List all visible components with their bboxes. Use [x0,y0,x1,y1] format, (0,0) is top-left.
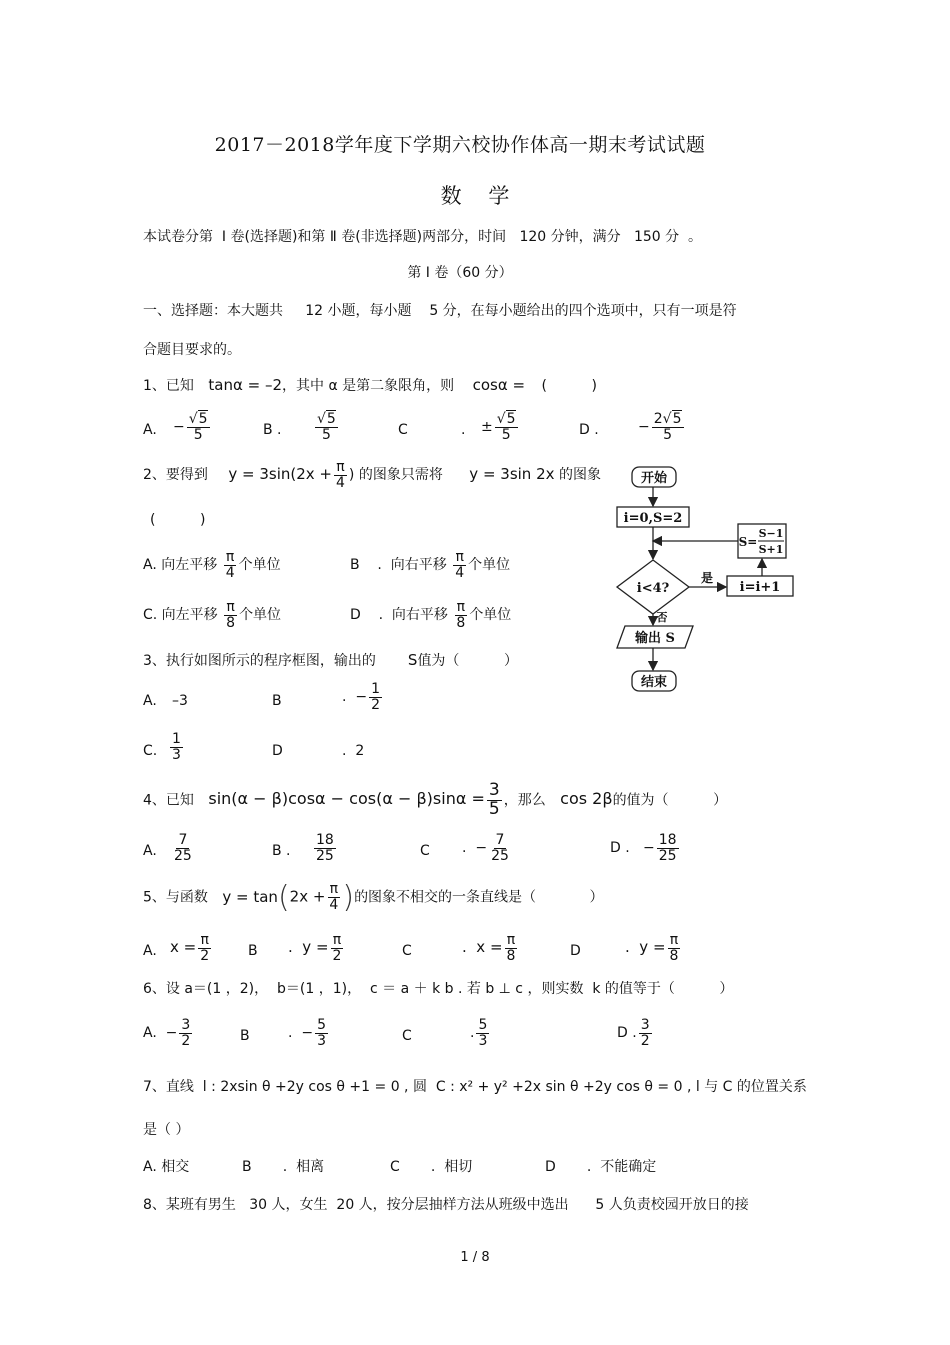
q5-option-c: C [402,943,412,959]
page-title: 2017－2018学年度下学期六校协作体高一期末考试试题 [214,134,706,156]
q2-option-b: B . 向右平移 $\frac{\pi}{4}$ 个单位 [350,549,511,581]
question-2 [143,460,601,490]
q1-math2: cosα = [472,376,526,394]
program-flowchart [605,458,805,698]
q4-option-a: A. [143,843,157,859]
q2-stem-b: ) 的图象只需将 [348,467,443,484]
q3-d-value: . 2 [342,743,365,759]
q1-options [143,410,703,454]
q2-stem-a: 2、要得到 [143,467,208,484]
section-instruction-2: 合题目要求的。 [143,342,241,358]
page-number: 1 / 8 [460,1250,490,1265]
flowchart-condition: i<4? [636,581,670,596]
question-6: 6、设 a＝(1 ，2)， b＝(1 ，1)， c ＝ a ＋ k b . 若 b ⊥ c ，则实数 k 的值等于（ ） [143,981,734,997]
q7-option-b: B . 相离 [242,1159,325,1175]
q1-option-d: D . [579,422,599,438]
q2-answer-paren: ( ) [150,512,206,528]
q5-c-value: . x = $\frac{\pi}{8}$ [462,932,516,964]
question-7-cont: 是（ ） [143,1122,190,1138]
q4-option-d: D . − $\frac{18}{25}$ [610,832,677,864]
q6-option-b: B [240,1028,250,1044]
q6-b-value: . − $\frac{5}{3}$ [288,1017,327,1049]
question-5: 5、与函数 y = tan(2x + $\frac{\pi}{4}$ )的图象不相交的一条直线是（ ） [143,880,604,915]
q5-option-b: B [248,943,258,959]
q4-a-value: $\frac{7}{25}$ [174,832,192,864]
q6-option-c: C [402,1028,412,1044]
flowchart-s-num: S−1 [758,527,784,540]
question-3: 3、执行如图所示的程序框图，输出的 S值为（ ） [143,651,518,669]
section-instruction-1: 一、选择题：本大题共 12 小题，每小题 5 分，在每小题给出的四个选项中，只有一项是符 [143,303,737,319]
q3-option-a: A. [143,693,157,709]
q2-stem-c: 的图象 [558,467,601,484]
q1-b-value: √ $\frac{5}{5}$ [313,412,340,442]
q3-option-b: B [272,693,282,709]
q1-stem-b: ，其中 α 是第二象限角，则 [282,378,455,394]
q1-math: tanα = –2 [208,376,282,394]
q2-math-b: y = 3sin 2x [469,465,555,484]
q2-math-a: y = 3sin(2x + [228,465,332,484]
subject-heading: 数 学 [440,184,510,208]
flowchart-start: 开始 [640,471,668,486]
q5-b-value: . y = $\frac{\pi}{2}$ [288,932,342,964]
q4-c-value: . − $\frac{7}{25}$ [462,832,509,864]
q1-option-c: C [398,422,408,438]
q1-c-value: ± √ $\frac{5}{5}$ [481,412,520,442]
q2-option-a: A. 向左平移 $\frac{\pi}{4}$ 个单位 [143,549,281,581]
q2-pi-over-4: $\frac{\pi}{4}$ [336,459,345,491]
q4-b-value: $\frac{18}{25}$ [316,832,334,864]
question-4: 4、已知 sin(α − β)cosα − cos(α − β)sinα = $\frac{3}{5}$ ，那么 cos 2β的值为（ ） [143,780,728,819]
flowchart-output: 输出 S [635,631,675,646]
q1-option-b: B . [263,422,282,438]
q6-c-value: . $\frac{5}{3}$ [470,1017,488,1049]
q7-option-c: C . 相切 [390,1159,473,1175]
q5-d-value: . y = $\frac{\pi}{8}$ [625,932,679,964]
q6-option-a: A. − $\frac{3}{2}$ [143,1017,191,1049]
flowchart-yes: 是 [700,571,714,585]
q4-option-b: B . [272,843,291,859]
exam-intro: 本试卷分第 Ⅰ 卷(选择题)和第 Ⅱ 卷(非选择题)两部分，时间 120 分钟，满分 150 分 。 [143,229,703,245]
flowchart-increment: i=i+1 [739,580,781,595]
q5-option-a: A. [143,943,157,959]
question-7: 7、直线 l : 2xsin θ +2y cos θ +1 = 0 , 圆 C : x² + y² +2x sin θ +2y cos θ = 0 , l 与 C 的位置关系 [143,1079,807,1095]
q1-c-dot: . [461,422,466,438]
flowchart-end: 结束 [640,675,668,690]
q3-option-d: D [272,743,283,759]
q3-option-c: C. [143,743,158,759]
q3-a-value: –3 [172,693,188,709]
q1-d-value: − $\frac{2√ 5}{5}$ [638,412,686,442]
q4-option-c: C [420,843,430,859]
q7-option-d: D . 不能确定 [545,1159,657,1175]
flowchart-s-den: S+1 [758,543,784,556]
flowchart-update-s: S= [738,535,758,549]
q6-option-d: D . $\frac{3}{2}$ [617,1017,650,1049]
q1-stem-a: 1、已知 [143,378,194,394]
flowchart-no: 否 [656,611,668,624]
question-1 [143,375,597,395]
q5-a-value: x = $\frac{\pi}{2}$ [170,932,210,964]
question-8: 8、某班有男生 30 人，女生 20 人，按分层抽样方法从班级中选出 5 人负责校园开放日的接 [143,1197,749,1213]
q7-option-a: A. 相交 [143,1159,190,1175]
q3-c-value: $\frac{1}{3}$ [172,731,181,763]
q1-answer-paren: ( ) [541,378,597,394]
q2-option-d: D . 向右平移 $\frac{\pi}{8}$ 个单位 [350,599,512,631]
flowchart-init: i=0,S=2 [623,511,683,526]
q2-option-c: C. 向左平移 $\frac{\pi}{8}$ 个单位 [143,599,282,631]
q3-b-value: . − $\frac{1}{2}$ [342,681,381,713]
q5-option-d: D [570,943,581,959]
q1-option-a: A. [143,422,157,438]
part-one-heading: 第 Ⅰ 卷（60 分） [407,265,513,281]
q1-a-value: − √ $\frac{5}{5}$ [173,412,212,442]
